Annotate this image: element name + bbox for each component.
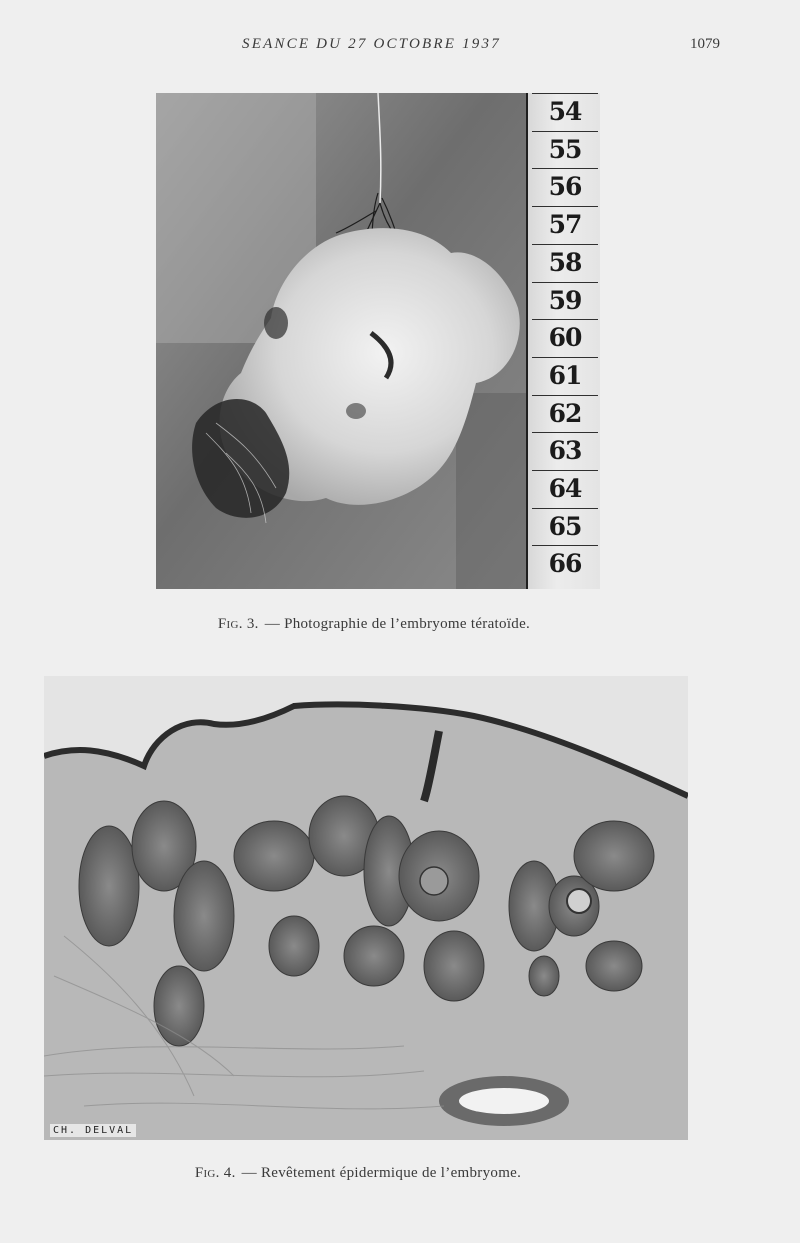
ruler-mark: 65 bbox=[532, 508, 598, 546]
ruler-mark: 57 bbox=[532, 206, 598, 244]
page-number: 1079 bbox=[690, 36, 720, 52]
figure-3-photograph bbox=[156, 93, 602, 589]
figure-4-micrograph bbox=[44, 676, 688, 1140]
ruler-mark: 58 bbox=[532, 244, 598, 282]
ruler-mark: 61 bbox=[532, 357, 598, 395]
ruler-mark: 63 bbox=[532, 432, 598, 470]
ruler-mark: 66 bbox=[532, 545, 598, 583]
measuring-tape bbox=[526, 93, 600, 589]
running-title: SEANCE DU 27 OCTOBRE 1937 bbox=[242, 36, 501, 52]
figure-4-caption bbox=[0, 1165, 758, 1182]
ruler-mark: 55 bbox=[532, 131, 598, 169]
ruler-mark: 64 bbox=[532, 470, 598, 508]
figure-3-caption bbox=[0, 616, 774, 633]
photo-credit: CH. DELVAL bbox=[50, 1124, 136, 1137]
figure-4-caption-text: — Revêtement épidermique de l’embryome. bbox=[241, 1165, 522, 1181]
figure-3-caption-text: — Photographie de l’embryome tératoïde. bbox=[264, 616, 531, 632]
ruler-mark: 56 bbox=[532, 168, 598, 206]
ruler-mark: 59 bbox=[532, 282, 598, 320]
figure-4-label: Fig. 4. bbox=[194, 1165, 236, 1181]
running-head bbox=[0, 36, 800, 56]
ruler-mark: 54 bbox=[532, 93, 598, 131]
figure-3-label: Fig. 3. bbox=[217, 616, 259, 632]
histology-section bbox=[44, 676, 688, 1140]
ruler-mark: 60 bbox=[532, 319, 598, 357]
ruler-mark: 62 bbox=[532, 395, 598, 433]
